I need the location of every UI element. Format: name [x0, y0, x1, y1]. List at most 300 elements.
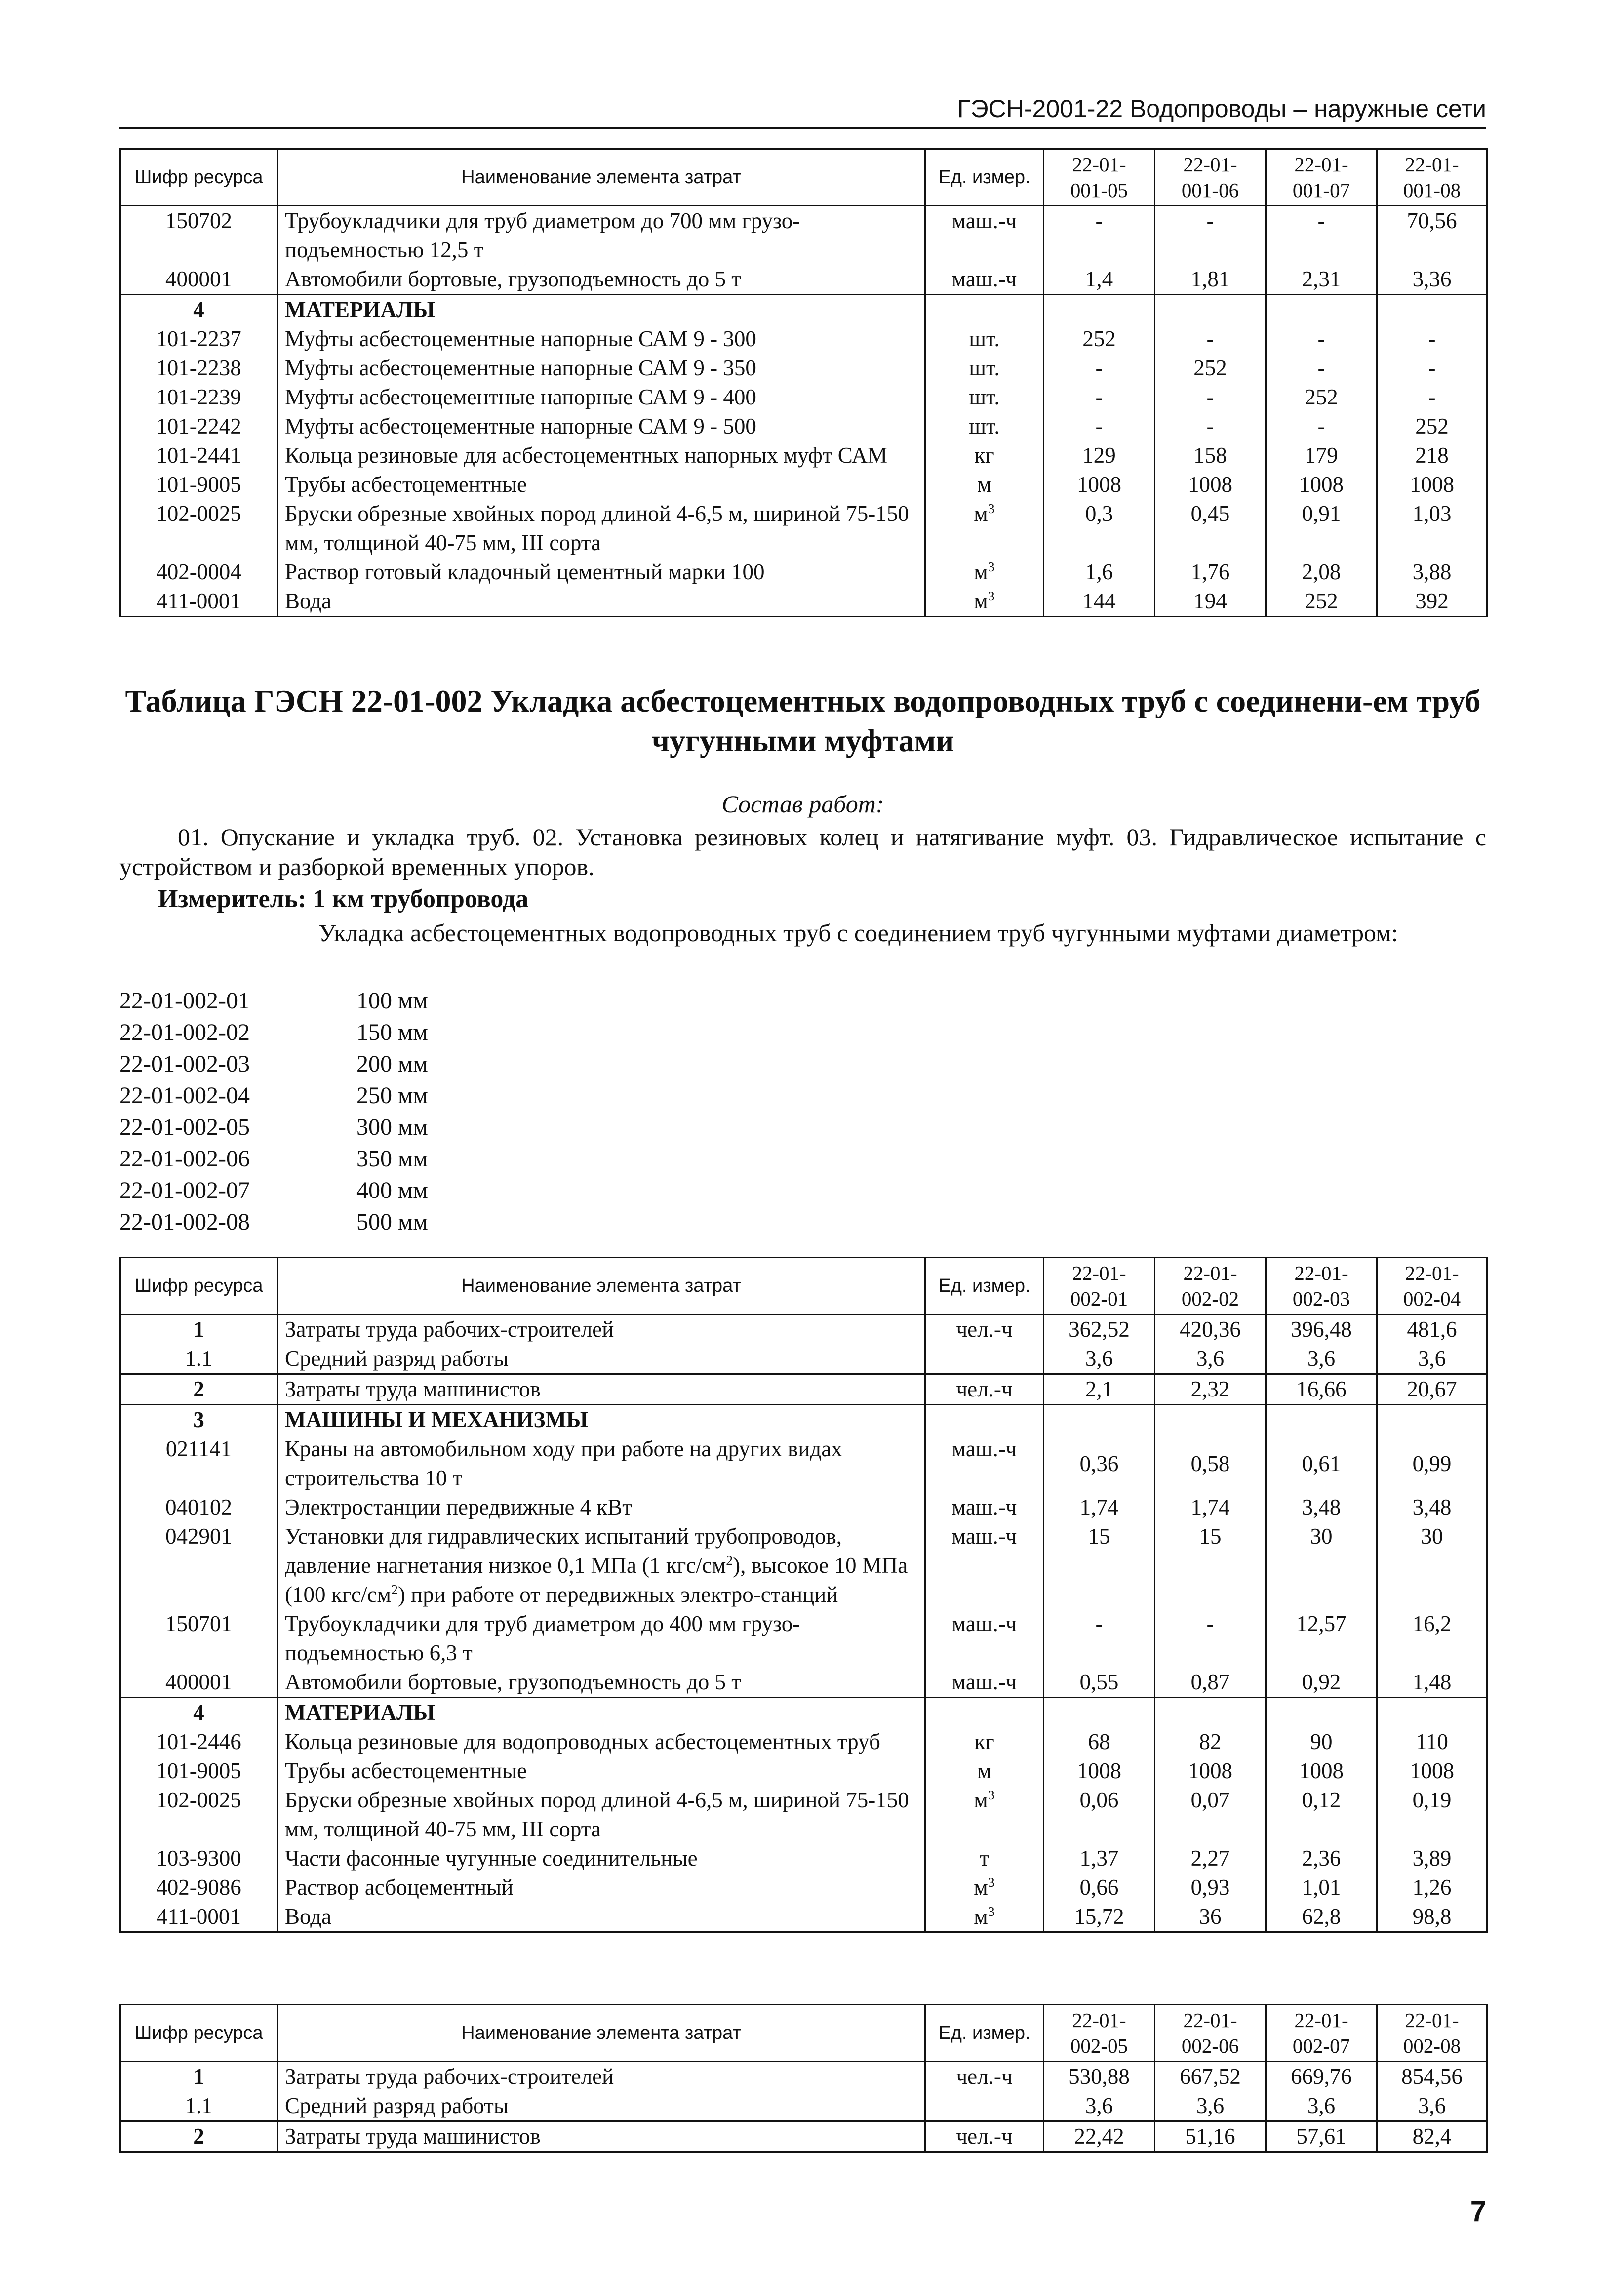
- cell-name: Вода: [277, 1902, 925, 1932]
- code-list-item: [119, 1048, 428, 1080]
- cell-value: 12,57: [1266, 1609, 1377, 1668]
- cell-value: 396,48: [1266, 1315, 1377, 1345]
- cell-value: 51,16: [1155, 2121, 1266, 2152]
- cell-value: [1044, 1405, 1155, 1435]
- section-row: [120, 295, 1487, 325]
- cell-name: Затраты труда машинистов: [277, 1374, 925, 1405]
- cell-value: 2,36: [1266, 1844, 1377, 1873]
- cell-value: 1008: [1044, 470, 1155, 499]
- table-row: [120, 1435, 1487, 1493]
- cell-value: 3,6: [1266, 2091, 1377, 2121]
- cell-value: [1266, 295, 1377, 325]
- cell-unit: маш.-ч: [925, 206, 1044, 265]
- table-row: [120, 1786, 1487, 1844]
- cell-value: 392: [1377, 587, 1487, 617]
- cell-name: Средний разряд работы: [277, 2091, 925, 2121]
- resource-table-001: [119, 148, 1488, 617]
- cell-code: 2: [120, 2121, 277, 2152]
- cell-code: 101-2239: [120, 383, 277, 412]
- cell-value: 0,3: [1044, 499, 1155, 558]
- cell-value: 1008: [1155, 1756, 1266, 1786]
- cell-value: 1,74: [1155, 1493, 1266, 1522]
- cell-value: 1008: [1155, 470, 1266, 499]
- cell-code: 411-0001: [120, 1902, 277, 1932]
- cell-value: 15: [1044, 1522, 1155, 1609]
- cell-value: 0,19: [1377, 1786, 1487, 1844]
- cell-value: 3,6: [1377, 2091, 1487, 2121]
- cell-value: [1044, 295, 1155, 325]
- header-name: Наименование элемента затрат: [277, 149, 925, 206]
- cell-value: 129: [1044, 441, 1155, 470]
- cell-name: Кольца резиновые для асбестоцементных напорных муфт САМ: [277, 441, 925, 470]
- cell-unit: маш.-ч: [925, 1493, 1044, 1522]
- header-norm-code: 22-01- 001-05: [1044, 149, 1155, 206]
- table-row: [120, 1522, 1487, 1609]
- cell-name: Автомобили бортовые, грузоподъемность до 5 т: [277, 265, 925, 295]
- cell-value: 158: [1155, 441, 1266, 470]
- header-norm-code: 22-01- 001-08: [1377, 149, 1487, 206]
- table-row: [120, 1493, 1487, 1522]
- code-list-item: [119, 1175, 428, 1206]
- cell-name: Муфты асбестоцементные напорные САМ 9 - 350: [277, 354, 925, 383]
- cell-unit: шт.: [925, 412, 1044, 441]
- cell-value: -: [1266, 206, 1377, 265]
- cell-value: [1377, 295, 1487, 325]
- cell-value: 667,52: [1155, 2062, 1266, 2092]
- cell-name: МАТЕРИАЛЫ: [277, 295, 925, 325]
- cell-value: 70,56: [1377, 206, 1487, 265]
- cell-value: 0,91: [1266, 499, 1377, 558]
- cell-value: -: [1266, 354, 1377, 383]
- header-name: Наименование элемента затрат: [277, 2005, 925, 2062]
- table-title: Таблица ГЭСН 22-01-002 Укладка асбестоцементных водопроводных труб с соединени-ем труб чугунными муфтами: [125, 683, 1481, 758]
- cell-code: 402-0004: [120, 558, 277, 587]
- cell-value: 0,12: [1266, 1786, 1377, 1844]
- cell-value: 0,55: [1044, 1668, 1155, 1698]
- cell-value: 3,6: [1155, 2091, 1266, 2121]
- cell-name: Бруски обрезные хвойных пород длиной 4-6,5 м, шириной 75-150 мм, толщиной 40-75 мм, III сорта: [277, 1786, 925, 1844]
- table-row: [120, 2062, 1487, 2092]
- cell-value: 3,6: [1266, 1344, 1377, 1374]
- table-row: [120, 412, 1487, 441]
- cell-code: 102-0025: [120, 1786, 277, 1844]
- cell-code: 1.1: [120, 1344, 277, 1374]
- code-diameter: 250 мм: [356, 1082, 428, 1109]
- table-row: [120, 2121, 1487, 2152]
- cell-unit: кг: [925, 441, 1044, 470]
- cell-unit: шт.: [925, 354, 1044, 383]
- header-norm-code: 22-01- 002-05: [1044, 2005, 1155, 2062]
- cell-value: 1,76: [1155, 558, 1266, 587]
- cell-value: 854,56: [1377, 2062, 1487, 2092]
- cell-unit: $м^3$: [925, 1902, 1044, 1932]
- cell-value: 3,36: [1377, 265, 1487, 295]
- cell-value: 3,6: [1377, 1344, 1487, 1374]
- resource-table-002-b: [119, 2004, 1488, 2153]
- cell-value: [1377, 1405, 1487, 1435]
- cell-value: 1,74: [1044, 1493, 1155, 1522]
- cell-value: 0,07: [1155, 1786, 1266, 1844]
- cell-unit: [925, 1344, 1044, 1374]
- header-unit: Ед. измер.: [925, 1258, 1044, 1315]
- table-row: [120, 1902, 1487, 1932]
- cell-value: 669,76: [1266, 2062, 1377, 2092]
- cell-value: [1377, 1698, 1487, 1728]
- table-row: [120, 206, 1487, 265]
- cell-value: [1155, 295, 1266, 325]
- code-diameter: 100 мм: [356, 988, 428, 1014]
- cell-value: -: [1266, 324, 1377, 354]
- cell-unit: [925, 2091, 1044, 2121]
- cell-value: 36: [1155, 1902, 1266, 1932]
- cell-value: 420,36: [1155, 1315, 1266, 1345]
- table-row: [120, 354, 1487, 383]
- cell-unit: $м^3$: [925, 499, 1044, 558]
- cell-value: 2,08: [1266, 558, 1377, 587]
- cell-value: -: [1377, 324, 1487, 354]
- table-row: [120, 470, 1487, 499]
- table-row: [120, 1727, 1487, 1756]
- cell-value: 15: [1155, 1522, 1266, 1609]
- table-row: [120, 1668, 1487, 1698]
- cell-value: 252: [1044, 324, 1155, 354]
- cell-value: 110: [1377, 1727, 1487, 1756]
- cell-code: 1: [120, 1315, 277, 1345]
- table-row: [120, 1844, 1487, 1873]
- section-row: [120, 1698, 1487, 1728]
- cell-value: 194: [1155, 587, 1266, 617]
- code-diameter: 200 мм: [356, 1051, 428, 1077]
- table-row: [120, 1315, 1487, 1345]
- cell-name: Средний разряд работы: [277, 1344, 925, 1374]
- cell-name: Раствор готовый кладочный цементный марки 100: [277, 558, 925, 587]
- cell-unit: [925, 1698, 1044, 1728]
- cell-code: 1: [120, 2062, 277, 2092]
- cell-value: -: [1155, 383, 1266, 412]
- cell-code: 101-9005: [120, 1756, 277, 1786]
- header-norm-code: 22-01- 002-04: [1377, 1258, 1487, 1315]
- cell-value: 1,4: [1044, 265, 1155, 295]
- cell-value: 57,61: [1266, 2121, 1377, 2152]
- measurer: Измеритель: 1 км трубопровода: [158, 885, 529, 913]
- cell-value: -: [1044, 206, 1155, 265]
- cell-value: 1,6: [1044, 558, 1155, 587]
- cell-value: 16,66: [1266, 1374, 1377, 1405]
- header-unit: Ед. измер.: [925, 149, 1044, 206]
- cell-value: 362,52: [1044, 1315, 1155, 1345]
- code-number: 22-01-002-04: [119, 1082, 250, 1109]
- cell-code: 101-9005: [120, 470, 277, 499]
- cell-code: 150702: [120, 206, 277, 265]
- header-unit: Ед. измер.: [925, 2005, 1044, 2062]
- cell-value: 82: [1155, 1727, 1266, 1756]
- cell-value: -: [1044, 354, 1155, 383]
- header-norm-code: 22-01- 002-06: [1155, 2005, 1266, 2062]
- cell-name: Электростанции передвижные 4 кВт: [277, 1493, 925, 1522]
- cell-value: 0,45: [1155, 499, 1266, 558]
- code-diameter: 300 мм: [356, 1114, 428, 1140]
- table-row: [120, 1756, 1487, 1786]
- cell-code: 2: [120, 1374, 277, 1405]
- cell-value: 0,61: [1266, 1435, 1377, 1493]
- cell-code: 4: [120, 1698, 277, 1728]
- cell-value: 0,93: [1155, 1873, 1266, 1902]
- header-code: Шифр ресурса: [120, 149, 277, 206]
- cell-value: -: [1044, 383, 1155, 412]
- table-row: [120, 383, 1487, 412]
- cell-unit: $м^3$: [925, 1873, 1044, 1902]
- cell-value: 3,6: [1044, 1344, 1155, 1374]
- code-list-item: [119, 1112, 428, 1143]
- cell-value: -: [1266, 412, 1377, 441]
- header-name: Наименование элемента затрат: [277, 1258, 925, 1315]
- cell-value: 179: [1266, 441, 1377, 470]
- running-header: ГЭСН-2001-22 Водопроводы – наружные сети: [957, 95, 1486, 122]
- cell-code: 101-2441: [120, 441, 277, 470]
- cell-value: 1,03: [1377, 499, 1487, 558]
- cell-name: Муфты асбестоцементные напорные САМ 9 - 500: [277, 412, 925, 441]
- cell-value: 15,72: [1044, 1902, 1155, 1932]
- cell-value: 2,27: [1155, 1844, 1266, 1873]
- cell-unit: чел.-ч: [925, 1374, 1044, 1405]
- code-list-item: [119, 1206, 428, 1238]
- cell-value: 530,88: [1044, 2062, 1155, 2092]
- cell-unit: чел.-ч: [925, 2062, 1044, 2092]
- cell-value: 98,8: [1377, 1902, 1487, 1932]
- cell-value: 82,4: [1377, 2121, 1487, 2152]
- header-code: Шифр ресурса: [120, 2005, 277, 2062]
- code-list-item: [119, 1017, 428, 1048]
- cell-name: Муфты асбестоцементные напорные САМ 9 - 400: [277, 383, 925, 412]
- cell-name: Затраты труда рабочих-строителей: [277, 2062, 925, 2092]
- composition-text: 01. Опускание и укладка труб. 02. Установка резиновых колец и натягивание муфт. 03. Гидравлическое испытание с устройством и разборкой временных упоров.: [119, 823, 1486, 880]
- cell-code: 101-2446: [120, 1727, 277, 1756]
- cell-unit: $м^3$: [925, 558, 1044, 587]
- cell-value: 1,48: [1377, 1668, 1487, 1698]
- cell-code: 101-2238: [120, 354, 277, 383]
- code-number: 22-01-002-06: [119, 1146, 250, 1172]
- header-code: Шифр ресурса: [120, 1258, 277, 1315]
- code-list: [119, 985, 428, 1238]
- cell-unit: маш.-ч: [925, 1435, 1044, 1493]
- cell-value: -: [1155, 412, 1266, 441]
- cell-name: МАТЕРИАЛЫ: [277, 1698, 925, 1728]
- code-diameter: 350 мм: [356, 1146, 428, 1172]
- cell-name: МАШИНЫ И МЕХАНИЗМЫ: [277, 1405, 925, 1435]
- code-diameter: 400 мм: [356, 1177, 428, 1203]
- cell-value: 3,6: [1044, 2091, 1155, 2121]
- cell-unit: [925, 295, 1044, 325]
- cell-code: 103-9300: [120, 1844, 277, 1873]
- header-row: [120, 149, 1487, 206]
- cell-value: 1008: [1044, 1756, 1155, 1786]
- page-number: 7: [1470, 2195, 1486, 2228]
- header-norm-code: 22-01- 001-06: [1155, 149, 1266, 206]
- resource-table-002-a: [119, 1257, 1488, 1933]
- cell-value: 30: [1266, 1522, 1377, 1609]
- table-row: [120, 2091, 1487, 2121]
- cell-code: 1.1: [120, 2091, 277, 2121]
- cell-value: [1155, 1698, 1266, 1728]
- cell-value: 30: [1377, 1522, 1487, 1609]
- code-number: 22-01-002-08: [119, 1209, 250, 1235]
- cell-code: 4: [120, 295, 277, 325]
- cell-value: 252: [1155, 354, 1266, 383]
- code-diameter: 150 мм: [356, 1019, 428, 1045]
- code-number: 22-01-002-02: [119, 1019, 250, 1045]
- cell-value: 481,6: [1377, 1315, 1487, 1345]
- section-row: [120, 1405, 1487, 1435]
- cell-value: 3,89: [1377, 1844, 1487, 1873]
- cell-value: 3,88: [1377, 558, 1487, 587]
- cell-code: 400001: [120, 265, 277, 295]
- cell-value: 1,37: [1044, 1844, 1155, 1873]
- cell-value: 1008: [1266, 1756, 1377, 1786]
- header-norm-code: 22-01- 002-08: [1377, 2005, 1487, 2062]
- work-description: Укладка асбестоцементных водопроводных труб с соединением труб чугунными муфтами диаметром:: [318, 919, 1398, 947]
- cell-value: -: [1377, 354, 1487, 383]
- cell-unit: маш.-ч: [925, 265, 1044, 295]
- cell-code: 402-9086: [120, 1873, 277, 1902]
- cell-unit: [925, 1405, 1044, 1435]
- cell-unit: чел.-ч: [925, 2121, 1044, 2152]
- cell-code: 400001: [120, 1668, 277, 1698]
- header-norm-code: 22-01- 002-07: [1266, 2005, 1377, 2062]
- cell-code: 3: [120, 1405, 277, 1435]
- cell-name: Автомобили бортовые, грузоподъемность до 5 т: [277, 1668, 925, 1698]
- table-row: [120, 499, 1487, 558]
- cell-name: Краны на автомобильном ходу при работе на других видах строительства 10 т: [277, 1435, 925, 1493]
- code-number: 22-01-002-05: [119, 1114, 250, 1140]
- code-diameter: 500 мм: [356, 1209, 428, 1235]
- table-row: [120, 1873, 1487, 1902]
- cell-unit: кг: [925, 1727, 1044, 1756]
- cell-value: 16,2: [1377, 1609, 1487, 1668]
- cell-unit: чел.-ч: [925, 1315, 1044, 1345]
- cell-name: Раствор асбоцементный: [277, 1873, 925, 1902]
- cell-unit: м: [925, 470, 1044, 499]
- composition-heading: Состав работ:: [721, 790, 884, 818]
- table-row: [120, 1609, 1487, 1668]
- table-row: [120, 587, 1487, 617]
- cell-unit: шт.: [925, 383, 1044, 412]
- cell-unit: маш.-ч: [925, 1522, 1044, 1609]
- cell-name: Затраты труда рабочих-строителей: [277, 1315, 925, 1345]
- cell-unit: т: [925, 1844, 1044, 1873]
- cell-name: Установки для гидравлических испытаний трубопроводов, давление нагнетания низкое 0,1 МПа (1 кгс/$см^2$), высокое 10 МПа (100 кгс/$см^2$) при работе от передвижных электро-станций: [277, 1522, 925, 1609]
- cell-unit: м: [925, 1756, 1044, 1786]
- cell-unit: $м^3$: [925, 1786, 1044, 1844]
- cell-unit: маш.-ч: [925, 1668, 1044, 1698]
- cell-name: Затраты труда машинистов: [277, 2121, 925, 2152]
- cell-value: [1044, 1698, 1155, 1728]
- header-norm-code: 22-01- 002-01: [1044, 1258, 1155, 1315]
- header-row: [120, 2005, 1487, 2062]
- cell-unit: $м^3$: [925, 587, 1044, 617]
- cell-value: 2,32: [1155, 1374, 1266, 1405]
- header-norm-code: 22-01- 001-07: [1266, 149, 1377, 206]
- cell-value: -: [1377, 383, 1487, 412]
- cell-name: Муфты асбестоцементные напорные САМ 9 - 300: [277, 324, 925, 354]
- table-row: [120, 1374, 1487, 1405]
- cell-value: 62,8: [1266, 1902, 1377, 1932]
- cell-name: Трубы асбестоцементные: [277, 1756, 925, 1786]
- cell-value: [1155, 1405, 1266, 1435]
- table-row: [120, 324, 1487, 354]
- cell-value: 252: [1377, 412, 1487, 441]
- cell-code: 411-0001: [120, 587, 277, 617]
- cell-value: -: [1155, 324, 1266, 354]
- code-list-item: [119, 1143, 428, 1175]
- cell-name: Части фасонные чугунные соединительные: [277, 1844, 925, 1873]
- table-row: [120, 558, 1487, 587]
- cell-value: 22,42: [1044, 2121, 1155, 2152]
- code-number: 22-01-002-01: [119, 988, 250, 1014]
- cell-value: 252: [1266, 587, 1377, 617]
- table-row: [120, 441, 1487, 470]
- header-row: [120, 1258, 1487, 1315]
- cell-code: 021141: [120, 1435, 277, 1493]
- code-number: 22-01-002-03: [119, 1051, 250, 1077]
- cell-value: -: [1155, 206, 1266, 265]
- cell-value: 0,99: [1377, 1435, 1487, 1493]
- cell-value: 1,01: [1266, 1873, 1377, 1902]
- cell-value: 218: [1377, 441, 1487, 470]
- cell-value: [1266, 1698, 1377, 1728]
- cell-value: 144: [1044, 587, 1155, 617]
- cell-value: 1008: [1266, 470, 1377, 499]
- cell-value: -: [1044, 1609, 1155, 1668]
- header-norm-code: 22-01- 002-03: [1266, 1258, 1377, 1315]
- cell-value: [1266, 1405, 1377, 1435]
- table-row: [120, 1344, 1487, 1374]
- cell-code: 150701: [120, 1609, 277, 1668]
- cell-value: 20,67: [1377, 1374, 1487, 1405]
- cell-value: 0,66: [1044, 1873, 1155, 1902]
- cell-value: 1,81: [1155, 265, 1266, 295]
- cell-name: Вода: [277, 587, 925, 617]
- cell-value: 252: [1266, 383, 1377, 412]
- cell-unit: шт.: [925, 324, 1044, 354]
- cell-value: 3,48: [1377, 1493, 1487, 1522]
- cell-value: 2,31: [1266, 265, 1377, 295]
- code-list-item: [119, 1080, 428, 1112]
- table-row: [120, 265, 1487, 295]
- cell-value: 1008: [1377, 470, 1487, 499]
- header-rule: [119, 127, 1486, 129]
- cell-value: 0,06: [1044, 1786, 1155, 1844]
- cell-code: 042901: [120, 1522, 277, 1609]
- cell-value: 68: [1044, 1727, 1155, 1756]
- cell-value: 90: [1266, 1727, 1377, 1756]
- cell-value: -: [1155, 1609, 1266, 1668]
- cell-code: 040102: [120, 1493, 277, 1522]
- cell-value: 3,48: [1266, 1493, 1377, 1522]
- cell-value: -: [1044, 412, 1155, 441]
- cell-value: 0,92: [1266, 1668, 1377, 1698]
- cell-name: Кольца резиновые для водопроводных асбестоцементных труб: [277, 1727, 925, 1756]
- cell-name: Трубоукладчики для труб диаметром до 700 мм грузо-подъемностью 12,5 т: [277, 206, 925, 265]
- cell-code: 101-2242: [120, 412, 277, 441]
- cell-value: 3,6: [1155, 1344, 1266, 1374]
- code-list-item: [119, 985, 428, 1017]
- cell-value: 0,36: [1044, 1435, 1155, 1493]
- cell-code: 101-2237: [120, 324, 277, 354]
- cell-value: 1,26: [1377, 1873, 1487, 1902]
- cell-value: 1008: [1377, 1756, 1487, 1786]
- cell-name: Трубоукладчики для труб диаметром до 400 мм грузо-подъемностью 6,3 т: [277, 1609, 925, 1668]
- cell-name: Трубы асбестоцементные: [277, 470, 925, 499]
